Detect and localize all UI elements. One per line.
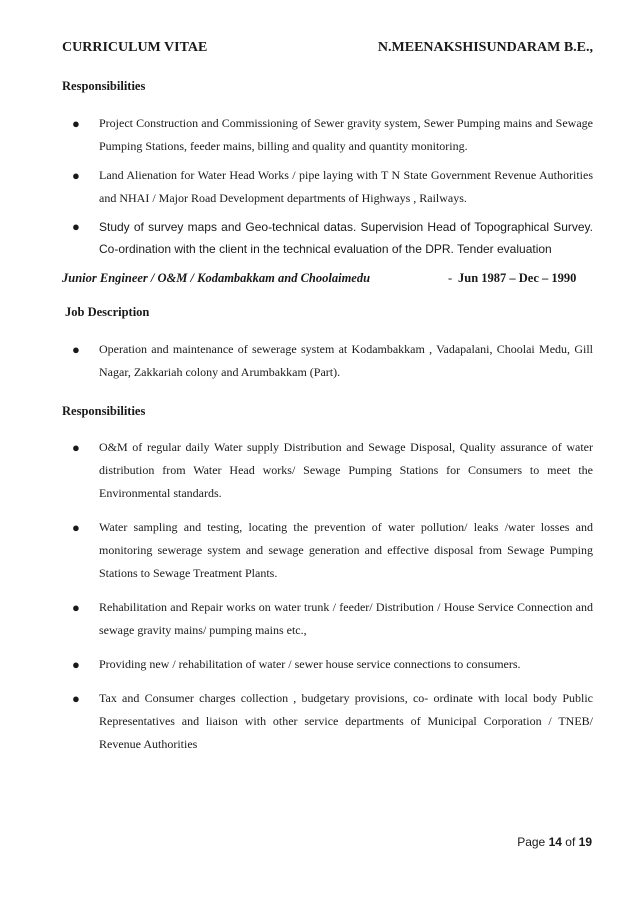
bullet-icon: ●	[72, 691, 80, 706]
job-description-list	[62, 338, 593, 384]
bullet-icon: ●	[72, 342, 80, 357]
list-item: ● O&M of regular daily Water supply Distribution and Sewage Disposal, Quality assurance of water distribution from Water Head works/ Sewage Pumping Stations for Consumers to meet the Environmental standards.	[62, 436, 593, 505]
bullet-icon: ●	[72, 657, 80, 672]
bullet-icon: ●	[72, 219, 80, 234]
bullet-icon: ●	[72, 440, 80, 455]
responsibilities-heading-2: Responsibilities	[62, 404, 146, 418]
job-dash: -	[448, 271, 453, 285]
list-item: ● Providing new / rehabilitation of water / sewer house service connections to consumers.	[62, 653, 593, 676]
document-title: CURRICULUM VITAE	[62, 40, 208, 55]
responsibilities-list-1	[62, 112, 593, 260]
list-item: ● Land Alienation for Water Head Works / pipe laying with T N State Government Revenue Authorities and NHAI / Major Road Development departments of Highways , Railways.	[62, 164, 593, 210]
list-item: ● Project Construction and Commissioning of Sewer gravity system, Sewer Pumping mains and Sewage Pumping Stations, feeder mains, billing and quality and quantity monitoring.	[62, 112, 593, 158]
job-description-heading: Job Description	[65, 305, 150, 319]
bullet-icon: ●	[72, 600, 80, 615]
bullet-icon: ●	[72, 520, 80, 535]
job-title-line	[62, 271, 593, 289]
candidate-name: N.MEENAKSHISUNDARAM B.E.,	[377, 40, 593, 55]
bullet-icon: ●	[72, 116, 80, 131]
page-number: Page 14 of 19	[517, 835, 592, 849]
bullet-icon: ●	[72, 168, 80, 183]
list-item: ● Operation and maintenance of sewerage system at Kodambakkam , Vadapalani, Choolai Medu, Gill Nagar, Zakkariah colony and Arumbakkam (Part).	[62, 338, 593, 384]
responsibilities-heading-1: Responsibilities	[62, 79, 146, 93]
job-title: Junior Engineer / O&M / Kodambakkam and Choolaimedu	[62, 271, 371, 285]
list-item: ● Tax and Consumer charges collection , budgetary provisions, co- ordinate with local body Public Representatives and liaison with other service departments of Municipal Corporation / TNEB/ Revenue Authorities	[62, 687, 593, 756]
responsibilities-list-2	[62, 436, 593, 756]
list-item: ● Study of survey maps and Geo-technical datas. Supervision Head of Topographical Survey. Co-ordination with the client in the technical evaluation of the DPR. Tender evaluation	[62, 216, 593, 260]
page-header	[62, 40, 593, 60]
job-period: Jun 1987 – Dec – 1990	[458, 271, 577, 285]
list-item: ● Water sampling and testing, locating the prevention of water pollution/ leaks /water losses and monitoring sewerage system and sewage generation and effective disposal from Sewage Pumping Stations to Sewage Treatment Plants.	[62, 516, 593, 585]
list-item: ● Rehabilitation and Repair works on water trunk / feeder/ Distribution / House Service Connection and sewage gravity mains/ pumping mains etc.,	[62, 596, 593, 642]
